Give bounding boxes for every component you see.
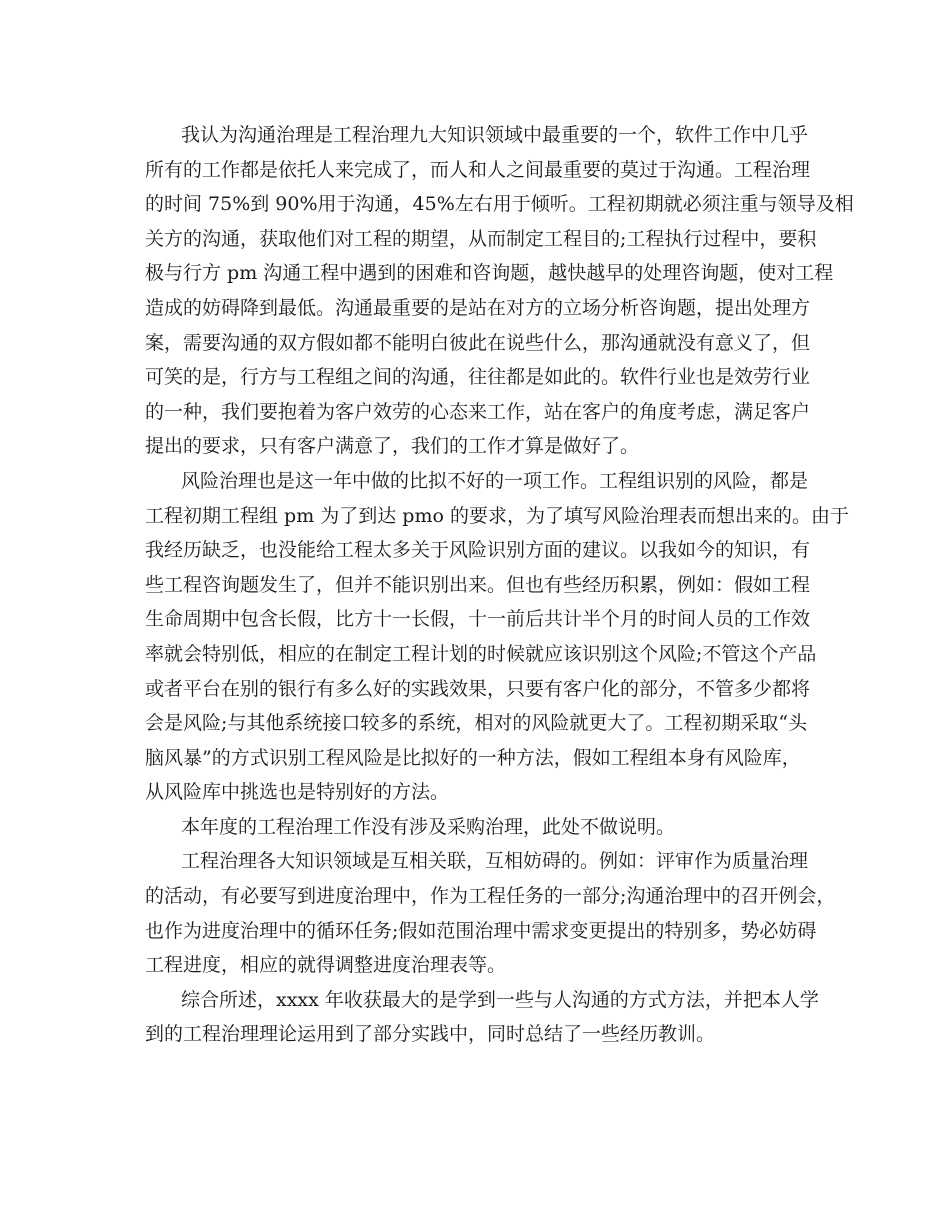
paragraph-first-line: 风险治理也是这一年中做的比拟不好的一项工作。工程组识别的风险，都是: [181, 469, 809, 492]
text-line: 所有的工作都是依托人来完成了，而人和人之间最重要的莫过于沟通。工程治理: [145, 158, 811, 181]
text-line: 脑风暴”的方式识别工程风险是比拟好的一种方法，假如工程组本身有风险库，: [145, 746, 801, 769]
text-line: 工程进度，相应的就得调整进度治理表等。: [145, 954, 507, 977]
text-line: 到的工程治理理论运用到了部分实践中，同时总结了一些经历教训。: [145, 1023, 716, 1046]
text-line: 率就会特别低，相应的在制定工程计划的时候就应该识别这个风险;不管这个产品: [145, 642, 817, 665]
document-body: [145, 118, 854, 1052]
paragraph-first-line: 本年度的工程治理工作没有涉及采购治理，此处不做说明。: [181, 815, 676, 838]
text-line: 的活动，有必要写到进度治理中，作为工程任务的一部分;沟通治理中的召开例会，: [145, 885, 836, 908]
text-line: 的时间 75%到 90%用于沟通，45%左右用于倾听。工程初期就必须注重与领导及相: [145, 193, 854, 216]
text-line: 会是风险;与其他系统接口较多的系统，相对的风险就更大了。工程初期采取“头: [145, 712, 808, 735]
paragraph-first-line: 工程治理各大知识领域是互相关联，互相妨碍的。例如：评审作为质量治理: [181, 850, 809, 873]
text-line: 关方的沟通，获取他们对工程的期望，从而制定工程目的;工程执行过程中，要积: [145, 227, 817, 250]
text-line: 从风险库中挑选也是特别好的方法。: [145, 781, 450, 804]
paragraph-first-line: 我认为沟通治理是工程治理九大知识领域中最重要的一个，软件工作中几乎: [181, 124, 809, 146]
text-line: 生命周期中包含长假，比方十一长假，十一前后共计半个月的时间人员的工作效: [145, 608, 811, 631]
text-line: 工程初期工程组 pm 为了到达 pmo 的要求，为了填写风险治理表而想出来的。由于: [145, 504, 849, 527]
text-line: 极与行方 pm 沟通工程中遇到的困难和咨询题，越快越早的处理咨询题，使对工程: [145, 262, 834, 285]
text-line: 案，需要沟通的双方假如都不能明白彼此在说些什么，那沟通就没有意义了，但: [145, 331, 811, 354]
text-line: 或者平台在别的银行有多么好的实践效果，只要有客户化的部分，不管多少都将: [145, 677, 811, 700]
text-line: 提出的要求，只有客户满意了，我们的工作才算是做好了。: [145, 435, 640, 458]
text-line: 造成的妨碍降到最低。沟通最重要的是站在对方的立场分析咨询题，提出处理方: [145, 296, 811, 319]
paragraph-first-line: 综合所述，xxxx 年收获最大的是学到一些与人沟通的方式方法，并把本人学: [181, 988, 819, 1011]
text-line: 也作为进度治理中的循环任务;假如范围治理中需求变更提出的特别多，势必妨碍: [145, 919, 817, 942]
text-line: 的一种，我们要抱着为客户效劳的心态来工作，站在客户的角度考虑，满足客户: [145, 400, 811, 423]
text-line: 些工程咨询题发生了，但并不能识别出来。但也有些经历积累，例如：假如工程: [145, 573, 811, 596]
text-line: 可笑的是，行方与工程组之间的沟通，往往都是如此的。软件行业也是效劳行业: [145, 366, 811, 389]
text-line: 我经历缺乏，也没能给工程太多关于风险识别方面的建议。以我如今的知识，有: [145, 539, 811, 562]
